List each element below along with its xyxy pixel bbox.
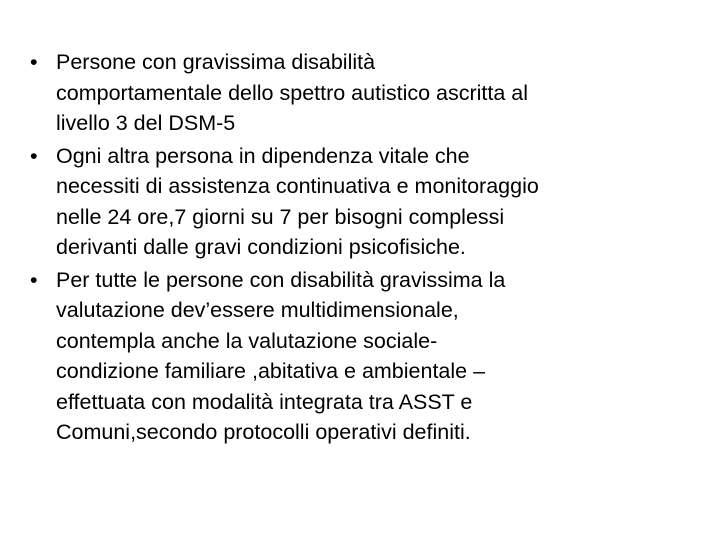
bullet-text-line: nelle 24 ore,7 giorni su 7 per bisogni complessi	[56, 204, 505, 229]
bullet-text-line: comportamentale dello spettro autistico ascritta al	[56, 80, 529, 105]
bullet-text-line: livello 3 del DSM-5	[56, 111, 236, 135]
bullet-text-line: necessiti di assistenza continuativa e monitoraggio	[56, 174, 539, 198]
bullet-text-line: condizione familiare ,abitativa e ambientale –	[56, 359, 486, 383]
bullet-text-line: Comuni,secondo protocolli operativi definiti.	[56, 420, 471, 444]
bullet-icon: •	[30, 267, 38, 292]
bullet-item-autism	[30, 47, 700, 139]
bullet-list	[30, 47, 700, 450]
bullet-text-line: effettuata con modalità integrata tra ASST e	[56, 389, 473, 414]
bullet-icon: •	[30, 50, 38, 74]
bullet-text-line: Persone con gravissima disabilità	[56, 50, 376, 74]
bullet-icon: •	[30, 143, 38, 168]
bullet-text-line: valutazione dev’essere multidimensionale,	[56, 298, 459, 322]
bullet-text-line: Per tutte le persone con disabilità gravissima la	[56, 267, 506, 292]
bullet-item-vital-dependency	[30, 141, 700, 263]
bullet-text-line: contempla anche la valutazione sociale-	[56, 328, 438, 353]
bullet-text-line: derivanti dalle gravi condizioni psicofisiche.	[56, 235, 466, 259]
bullet-item-assessment	[30, 265, 700, 448]
bullet-text-line: Ogni altra persona in dipendenza vitale che	[56, 143, 470, 168]
